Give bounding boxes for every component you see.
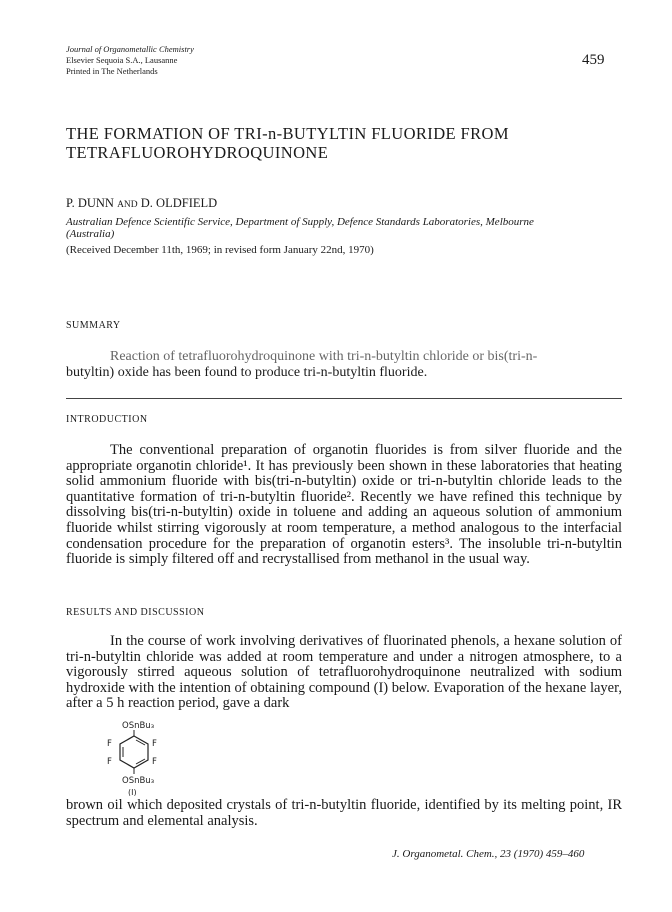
introduction-paragraph: The conventional preparation of organotin fluorides is from silver fluoride and the appropriate organotin chloride¹. It has previously been shown in these laboratories that heating solid ammonium fluoride with bis(tri-n-butyltin) oxide or tri-n-butyltin chloride leads to the quantitative formation of tri-n-butyltin fluoride². Recently we have refined this technique by dissolving bis(tri-n-butyltin) oxide in toluene and adding an aqueous solution of ammonium fluoride whilst stirring vigorously at room temperature, a method analogous to the interfacial condensation procedure for the preparation of organotin esters³. The insoluble tri-n-butyltin fluoride is simply filtered off and recrystallised from methanol in the usual way.	[66, 442, 622, 568]
results-heading: RESULTS AND DISCUSSION	[66, 607, 205, 618]
footer-citation: J. Organometal. Chem., 23 (1970) 459–460	[392, 848, 585, 860]
author-1: P. DUNN	[66, 196, 114, 210]
summary-heading: SUMMARY	[66, 320, 121, 331]
affiliation	[66, 216, 632, 240]
tetrafluoroquinone-ring-diagram	[92, 718, 182, 796]
title-line-2: TETRAFLUOROHYDROQUINONE	[66, 143, 329, 162]
printed-line: Printed in The Netherlands	[66, 66, 158, 76]
compound-bottom-group: OSnBu₃	[122, 776, 155, 786]
compound-structure	[92, 718, 182, 801]
results-body-continued	[66, 798, 622, 829]
section-divider	[66, 398, 622, 399]
compound-top-group: OSnBu₃	[122, 721, 155, 731]
journal-header	[66, 44, 194, 77]
affiliation-line-2: (Australia)	[66, 228, 115, 240]
title-line-1: THE FORMATION OF TRI-n-BUTYLTIN FLUORIDE FROM	[66, 124, 509, 143]
paper-title	[66, 124, 626, 162]
affiliation-line-1: Australian Defence Scientific Service, Department of Supply, Defence Standards Laboratories, Melbourne	[66, 216, 534, 228]
page-number: 459	[582, 52, 605, 68]
fluoro-substituent-lower-right: F	[152, 757, 157, 767]
fluoro-substituent-upper-left: F	[107, 739, 112, 749]
fluoro-substituent-upper-right: F	[152, 739, 157, 749]
authors	[66, 196, 217, 211]
benzene-ring	[120, 736, 148, 768]
results-body	[66, 634, 622, 712]
summary-text	[66, 349, 626, 381]
compound-label: (I)	[128, 788, 137, 796]
results-paragraph-1: In the course of work involving derivatives of fluorinated phenols, a hexane solution of tri-n-butyltin chloride was added at room temperature and under a nitrogen atmosphere, to a vigorously stirred aqueous solution of tetrafluorohydroquinone neutralized with sodium hydroxide with the intention of obtaining compound (I) below. Evaporation of the hexane layer, after a 5 h reaction period, gave a dark	[66, 633, 622, 712]
fluoro-substituent-lower-left: F	[107, 757, 112, 767]
summary-line-1: Reaction of tetrafluorohydroquinone with tri-n-butyltin chloride or bis(tri-n-	[110, 349, 538, 364]
results-paragraph-2: brown oil which deposited crystals of tri-n-butyltin fluoride, identified by its melting point, IR spectrum and elemental analysis.	[66, 797, 622, 829]
author-2: D. OLDFIELD	[140, 196, 218, 210]
introduction-body	[66, 443, 622, 568]
received-dates: (Received December 11th, 1969; in revised form January 22nd, 1970)	[66, 244, 374, 256]
authors-and: AND	[117, 200, 138, 210]
summary-line-2: butyltin) oxide has been found to produce tri-n-butyltin fluoride.	[66, 365, 428, 380]
introduction-heading: INTRODUCTION	[66, 414, 148, 425]
publisher-line: Elsevier Sequoia S.A., Lausanne	[66, 55, 178, 65]
journal-name: Journal of Organometallic Chemistry	[66, 44, 194, 54]
